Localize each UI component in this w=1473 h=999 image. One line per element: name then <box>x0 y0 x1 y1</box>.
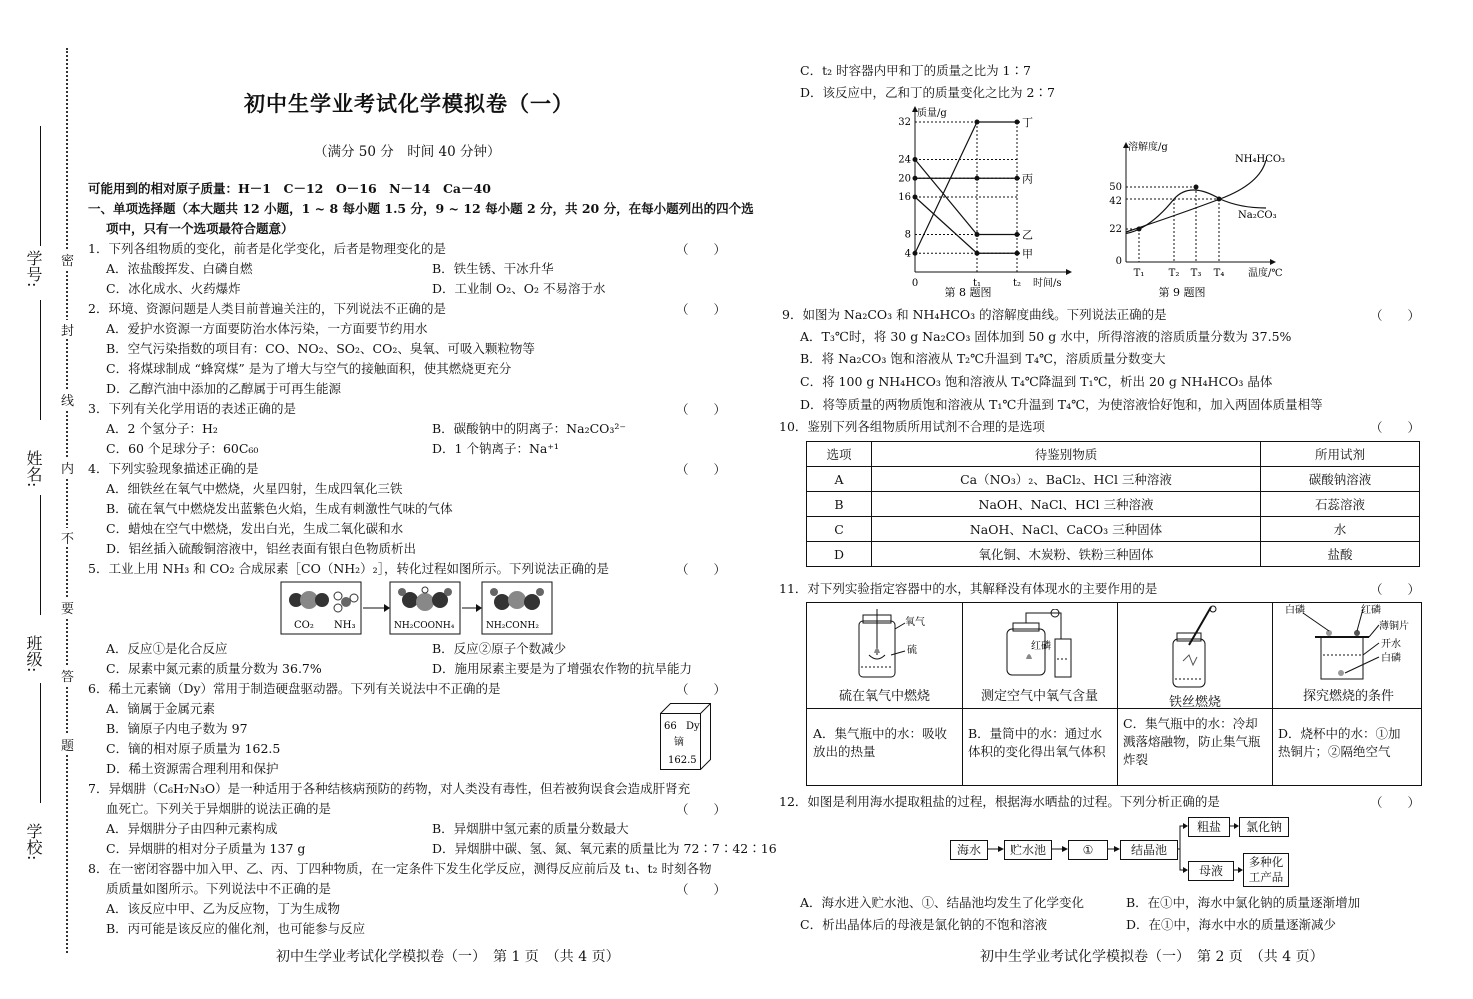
q3-option-d: D．1 个钠离子：Na⁺¹ <box>432 441 559 456</box>
y-tick-label: 0 <box>1115 256 1122 267</box>
q6-option-b: B．镝原子内电子数为 97 <box>106 721 248 736</box>
q10-stem: 10．鉴别下列各组物质所用试剂不合理的是选项 <box>779 419 1045 434</box>
class-label: 班级: <box>24 635 43 673</box>
q1-option-d: D．工业制 O₂、O₂ 不易溶于水 <box>432 281 606 296</box>
y-tick-label: 8 <box>904 229 911 241</box>
data-point <box>975 120 980 125</box>
q11-stem: 11．对下列实验指定容器中的水，其解释没有体现水的主要作用的是 <box>779 581 1158 596</box>
combustion-beaker-icon <box>1283 603 1418 687</box>
q7-answer-blank[interactable]: （ ） <box>676 802 727 817</box>
y-tick-label: 24 <box>898 154 911 166</box>
q11-option-b-line2: 体积的变化得出氧气体积 <box>968 744 1106 759</box>
q9-option-b: B．将 Na₂CO₃ 饱和溶液从 T₂℃升温到 T₄℃，溶质质量分数变大 <box>800 351 1166 366</box>
q11-option-c-line3: 炸裂 <box>1123 752 1149 767</box>
q11-label-copper: 薄铜片 <box>1379 621 1409 632</box>
q12-option-b: B．在①中，海水中氯化钠的质量逐渐增加 <box>1126 895 1361 910</box>
x-tick-label: T₃ <box>1190 268 1202 279</box>
q5-answer-blank[interactable]: （ ） <box>676 562 727 577</box>
q10-table <box>806 441 1420 567</box>
flow-chemical-products-line2: 工产品 <box>1248 870 1284 884</box>
data-point <box>913 176 918 181</box>
q12-option-a: A．海水进入贮水池、①、结晶池均发生了化学变化 <box>800 895 1085 910</box>
q8-stem-2: 质质量如图所示。下列说法中不正确的是 <box>106 881 332 896</box>
y-tick-label: 42 <box>1109 196 1122 207</box>
seal-char-5: 不 <box>61 528 74 547</box>
table-header: 所用试剂 <box>1261 442 1420 467</box>
q11-label-hot-water: 开水 <box>1381 639 1401 650</box>
seal-char-6: 要 <box>61 598 74 617</box>
q5-option-a: A．反应①是化合反应 <box>106 641 228 656</box>
table-row <box>807 467 1420 492</box>
q8-option-a: A．该反应中甲、乙为反应物，丁为生成物 <box>106 901 341 916</box>
q11-option-d-line2: 热铜片；②隔绝空气 <box>1278 744 1391 759</box>
q6-option-c: C．镝的相对原子质量为 162.5 <box>106 741 281 756</box>
q5-label-nh3: NH₃ <box>334 620 356 631</box>
y-axis-label: 溶解度/g <box>1128 142 1168 153</box>
data-point <box>975 251 980 256</box>
flow-mother-liquor: 母液 <box>1188 861 1234 881</box>
data-point <box>1217 197 1222 202</box>
q3-option-c: C．60 个足球分子：60C₆₀ <box>106 441 259 456</box>
table-cell: 碳酸钠溶液 <box>1261 467 1420 492</box>
q9-solubility-chart <box>1090 138 1315 302</box>
x-tick-label: T₄ <box>1213 268 1225 279</box>
seal-char-4: 内 <box>61 458 74 477</box>
q12-option-d: D．在①中，海水中水的质量逐渐减少 <box>1126 917 1337 932</box>
q6-element-symbol: Dy <box>686 721 700 732</box>
name-blank <box>40 495 41 615</box>
q8-option-c: C．t₂ 时容器内甲和丁的质量之比为 1∶7 <box>800 63 1031 78</box>
table-row <box>807 542 1420 567</box>
seal-char-8: 题 <box>61 735 74 754</box>
binding-dotted-line <box>66 48 68 953</box>
data-point <box>1015 232 1020 237</box>
series-label: 乙 <box>1022 228 1033 242</box>
table-cell: NaOH、NaCl、CaCO₃ 三种固体 <box>872 517 1261 542</box>
q9-answer-blank[interactable]: （ ） <box>1370 308 1421 323</box>
table-row <box>807 492 1420 517</box>
table-cell: C <box>807 517 872 542</box>
q5-label-intermediate: NH₂COONH₄ <box>394 621 455 631</box>
x-axis-arrow <box>1066 269 1072 275</box>
data-point <box>1015 120 1020 125</box>
chart-caption: 第 9 题图 <box>1158 286 1206 299</box>
y-axis-label: 质量/g <box>917 108 947 119</box>
section1-heading-2: 项中，只有一个选项最符合题意） <box>106 221 294 236</box>
q1-answer-blank[interactable]: （ ） <box>676 242 727 257</box>
q11-label-red-phosphorus-2: 红磷 <box>1361 605 1381 616</box>
x-tick-label: T₂ <box>1168 268 1180 279</box>
q6-element-name: 镝 <box>674 737 684 748</box>
table-cell: D <box>807 542 872 567</box>
student-id-blank-2 <box>40 300 41 420</box>
q4-answer-blank[interactable]: （ ） <box>676 462 727 477</box>
data-point <box>913 157 918 162</box>
q11-label-white-phosphorus-2: 白磷 <box>1381 653 1401 664</box>
q2-option-c: C．将煤球制成 “蜂窝煤” 是为了增大与空气的接触面积，使其燃烧更充分 <box>106 361 512 376</box>
q1-stem: 1．下列各组物质的变化，前者是化学变化，后者是物理变化的是 <box>88 241 446 256</box>
page-title: 初中生学业考试化学模拟卷（一） <box>244 91 574 116</box>
seal-char-1: 密 <box>61 250 74 269</box>
q11-option-b <box>968 725 1106 761</box>
q7-stem: 7．异烟肼（C₆H₇N₃O）是一种适用于各种结核病预防的药物，对人类没有毒性，但若被狗误食会造成肝肾充 <box>88 781 691 796</box>
q2-answer-blank[interactable]: （ ） <box>676 302 727 317</box>
q7-option-b: B．异烟肼中氢元素的质量分数最大 <box>432 821 629 836</box>
q9-option-a: A．T₃℃时，将 30 g Na₂CO₃ 固体加到 50 g 水中，所得溶液的溶质质量分数为 37.5% <box>800 329 1292 344</box>
flow-chemical-products <box>1243 853 1289 887</box>
q2-stem: 2．环境、资源问题是人类目前普遍关注的，下列说法不正确的是 <box>88 301 446 316</box>
q11-caption-3: 铁丝燃烧 <box>1169 695 1222 710</box>
q11-label-white-phosphorus: 白磷 <box>1285 605 1305 616</box>
q5-option-d: D．施用尿素主要是为了增强农作物的抗旱能力 <box>432 661 693 676</box>
q6-option-a: A．镝属于金属元素 <box>106 701 216 716</box>
seal-char-3: 线 <box>61 390 74 409</box>
x-tick-label: t₂ <box>1012 278 1022 289</box>
q2-option-a: A．爱护水资源一方面要防治水体污染，一方面要节约用水 <box>106 321 428 336</box>
data-point <box>1194 185 1199 190</box>
series-label: 丁 <box>1022 116 1033 129</box>
footer-page-2: 初中生学业考试化学模拟卷（一） 第 2 页 （共 4 页） <box>980 949 1324 965</box>
q8-option-b: B．丙可能是该反应的催化剂，也可能参与反应 <box>106 921 366 936</box>
table-header: 待鉴别物质 <box>872 442 1261 467</box>
q11-option-a <box>813 725 947 761</box>
q1-option-a: A．浓盐酸挥发、白磷自燃 <box>106 261 253 276</box>
q2-option-d: D．乙醇汽油中添加的乙醇属于可再生能源 <box>106 381 342 396</box>
x-tick-label: t₁ <box>972 278 982 289</box>
series-line <box>915 122 1020 253</box>
sulfur-burning-flask-icon <box>847 609 927 683</box>
q12-option-c: C．析出晶体后的母液是氯化钠的不饱和溶液 <box>800 917 1048 932</box>
q4-option-b: B．硫在氧气中燃烧发出蓝紫色火焰，生成有刺激性气味的气体 <box>106 501 453 516</box>
flow-step-1: ① <box>1068 840 1108 860</box>
section1-heading: 一、单项选择题（本大题共 12 小题，1 ~ 8 每小题 1.5 分，9 ~ 12 每小题 2 分，共 20 分，在每小题列出的四个选 <box>88 201 754 216</box>
table-cell: 水 <box>1261 517 1420 542</box>
flow-crystallization-pool: 结晶池 <box>1120 840 1178 860</box>
q5-label-co2: CO₂ <box>294 620 314 631</box>
x-tick-label: 0 <box>911 278 919 289</box>
q10-answer-blank[interactable]: （ ） <box>1370 420 1421 435</box>
data-point <box>1015 251 1020 256</box>
q3-option-b: B．碳酸钠中的阴离子：Na₂CO₃²⁻ <box>432 421 627 436</box>
y-tick-label: 16 <box>898 192 911 203</box>
q5-molecule-diagram <box>280 580 560 638</box>
q12-flow-arrows <box>940 812 1290 890</box>
seal-char-2: 封 <box>61 320 74 339</box>
data-point <box>1015 176 1020 181</box>
q5-stem: 5．工业上用 NH₃ 和 CO₂ 合成尿素［CO（NH₂）₂］，转化过程如图所示。下列说法正确的是 <box>88 561 609 576</box>
class-blank <box>40 683 41 803</box>
flow-storage-pool: 贮水池 <box>1004 840 1052 860</box>
school-label: 学校: <box>24 823 43 861</box>
flow-sodium-chloride: 氯化钠 <box>1239 817 1289 837</box>
q9-stem: 9．如图为 Na₂CO₃ 和 NH₄HCO₃ 的溶解度曲线。下列说法正确的是 <box>782 307 1167 322</box>
q4-option-a: A．细铁丝在氧气中燃烧，火星四射，生成四氧化三铁 <box>106 481 403 496</box>
q7-stem-2: 血死亡。下列关于异烟肼的说法正确的是 <box>106 801 332 816</box>
x-axis-label: 温度/℃ <box>1248 268 1283 279</box>
x-axis-label: 时间/s <box>1033 278 1062 289</box>
q8-mass-time-chart <box>890 102 1090 302</box>
q11-label-oxygen: 氧气 <box>905 617 925 628</box>
series-label: 甲 <box>1022 247 1033 261</box>
q12-stem: 12．如图是利用海水提取粗盐的过程，根据海水晒盐的过程。下列分析正确的是 <box>779 794 1220 809</box>
q11-experiment-grid <box>806 602 1422 786</box>
footer-page-1: 初中生学业考试化学模拟卷（一） 第 1 页 （共 4 页） <box>276 949 620 965</box>
q11-option-a-line2: 放出的热量 <box>813 744 876 759</box>
q4-option-d: D．铝丝插入硫酸铜溶液中，铝丝表面有银白色物质析出 <box>106 541 417 556</box>
series-label: NH₄HCO₃ <box>1235 154 1286 165</box>
x-axis-arrow <box>1270 259 1276 265</box>
table-cell: 氧化铜、木炭粉、铁粉三种固体 <box>872 542 1261 567</box>
iron-wire-burning-icon <box>1165 605 1225 691</box>
oxygen-measure-apparatus-icon <box>997 609 1087 683</box>
q11-answer-blank[interactable]: （ ） <box>1370 582 1421 597</box>
student-id-label: 学号: <box>24 250 43 288</box>
q8-option-d: D．该反应中，乙和丁的质量变化之比为 2∶7 <box>800 85 1055 100</box>
x-tick-label: T₁ <box>1133 268 1145 279</box>
series-line <box>915 197 1020 253</box>
q6-atomic-mass: 162.5 <box>668 755 697 766</box>
flow-chemical-products-line1: 多种化 <box>1248 855 1284 869</box>
q11-option-c <box>1123 715 1261 769</box>
y-tick-label: 20 <box>898 173 911 185</box>
table-cell: A <box>807 467 872 492</box>
seal-char-7: 答 <box>61 666 74 685</box>
q6-atomic-number: 66 <box>664 721 677 732</box>
atomic-masses: 可能用到的相对原子质量：H－1 C－12 O－16 N－14 Ca－40 <box>88 181 491 196</box>
student-id-blank <box>40 126 41 246</box>
q7-option-c: C．异烟肼的相对分子质量为 137 g <box>106 841 306 856</box>
q3-option-a: A．2 个氢分子：H₂ <box>106 421 218 436</box>
q9-option-d: D．将等质量的两物质饱和溶液从 T₁℃升温到 T₄℃，为使溶液恰好饱和，加入两固体质量相等 <box>800 397 1323 412</box>
y-tick-label: 22 <box>1109 224 1122 235</box>
y-tick-label: 32 <box>898 117 911 128</box>
flow-crude-salt: 粗盐 <box>1188 817 1230 837</box>
chart-caption: 第 8 题图 <box>944 286 992 299</box>
table-cell: Ca（NO₃）₂、BaCl₂、HCl 三种溶液 <box>872 467 1261 492</box>
q11-caption-4: 探究燃烧的条件 <box>1303 689 1395 704</box>
flow-seawater: 海水 <box>950 840 988 860</box>
q7-option-d: D．异烟肼中碳、氢、氮、氧元素的质量比为 72∶7∶42∶16 <box>432 841 777 856</box>
q8-answer-blank[interactable]: （ ） <box>676 882 727 897</box>
page-subtitle: （满分 50 分 时间 40 分钟） <box>314 144 501 160</box>
q4-stem: 4．下列实验现象描述正确的是 <box>88 461 259 476</box>
y-tick-label: 4 <box>904 248 911 260</box>
q1-option-c: C．冰化成水、火药爆炸 <box>106 281 241 296</box>
q11-option-c-line1: C．集气瓶中的水：冷却 <box>1123 716 1258 731</box>
q6-element-cell <box>660 703 712 771</box>
table-row <box>807 517 1420 542</box>
data-point <box>975 176 980 181</box>
q3-stem: 3．下列有关化学用语的表述正确的是 <box>88 401 296 416</box>
q1-option-b: B．铁生锈、干冰升华 <box>432 261 554 276</box>
table-cell: 石蕊溶液 <box>1261 492 1420 517</box>
data-point <box>975 232 980 237</box>
table-cell: 盐酸 <box>1261 542 1420 567</box>
q9-option-c: C．将 100 g NH₄HCO₃ 饱和溶液从 T₄℃降温到 T₁℃，析出 20 g NH₄HCO₃ 晶体 <box>800 374 1273 389</box>
data-point <box>913 195 918 200</box>
q5-option-b: B．反应②原子个数减少 <box>432 641 567 656</box>
q6-stem: 6．稀土元素镝（Dy）常用于制造硬盘驱动器。下列有关说法中不正确的是 <box>88 681 501 696</box>
q5-option-c: C．尿素中氮元素的质量分数为 36.7% <box>106 661 322 676</box>
q12-answer-blank[interactable]: （ ） <box>1370 795 1421 810</box>
table-header-row <box>807 442 1420 467</box>
q5-label-urea: NH₂CONH₂ <box>486 621 539 631</box>
y-tick-label: 50 <box>1109 182 1122 193</box>
q11-option-d-line1: D．烧杯中的水：①加 <box>1278 726 1401 741</box>
series-label: 丙 <box>1022 172 1033 186</box>
table-header: 选项 <box>807 442 872 467</box>
q11-option-a-line1: A．集气瓶中的水：吸收 <box>813 726 948 741</box>
q11-option-b-line1: B．量筒中的水：通过水 <box>968 726 1103 741</box>
q11-label-red-phosphorus: 红磷 <box>1031 641 1051 652</box>
q11-option-c-line2: 溅落熔融物，防止集气瓶 <box>1123 734 1261 749</box>
data-point <box>1137 227 1142 232</box>
series-label: Na₂CO₃ <box>1238 210 1277 221</box>
table-cell: B <box>807 492 872 517</box>
q8-stem: 8．在一密闭容器中加入甲、乙、丙、丁四种物质，在一定条件下发生化学反应，测得反应前后及 t₁、t₂ 时刻各物 <box>88 861 712 876</box>
q7-option-a: A．异烟肼分子由四种元素构成 <box>106 821 278 836</box>
q6-answer-blank[interactable]: （ ） <box>676 682 727 697</box>
q11-option-d <box>1278 725 1401 761</box>
q11-label-sulfur: 硫 <box>907 645 917 656</box>
q11-caption-1: 硫在氧气中燃烧 <box>839 689 931 704</box>
table-cell: NaOH、NaCl、HCl 三种溶液 <box>872 492 1261 517</box>
name-label: 姓名: <box>24 450 43 488</box>
q2-option-b: B．空气污染指数的项目有：CO、NO₂、SO₂、CO₂、臭氧、可吸入颗粒物等 <box>106 341 535 356</box>
q6-option-d: D．稀土资源需合理利用和保护 <box>106 761 279 776</box>
data-point <box>913 251 918 256</box>
q3-answer-blank[interactable]: （ ） <box>676 402 727 417</box>
q4-option-c: C．蜡烛在空气中燃烧，发出白光，生成二氧化碳和水 <box>106 521 404 536</box>
q11-caption-2: 测定空气中氧气含量 <box>981 689 1099 704</box>
